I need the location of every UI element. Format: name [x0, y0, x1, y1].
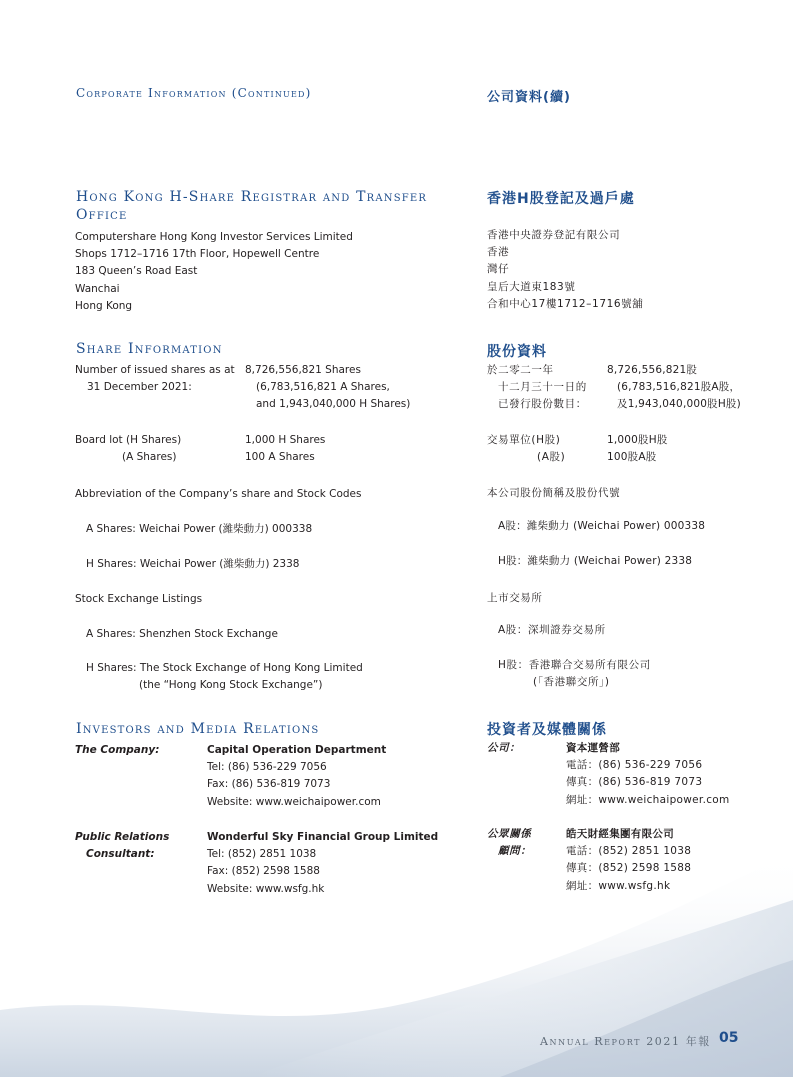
- registrar-line: Shops 1712–1716 17th Floor, Hopewell Centre: [75, 248, 320, 261]
- board-lot-value-en: 1,000 H Shares 100 A Shares: [245, 434, 326, 464]
- registrar-line: Computershare Hong Kong Investor Services Limited: [75, 231, 353, 243]
- board-lot-label-cn: 交易單位(H股) (A股): [487, 434, 566, 464]
- investor-relations-heading-en: Investors and Media Relations: [76, 721, 320, 737]
- registrar-line: 183 Queen’s Road East: [75, 265, 198, 278]
- page-number: 05: [719, 1030, 739, 1046]
- issued-shares-label-en: Number of issued shares as at 31 December 2021:: [75, 364, 235, 394]
- h-share-code-en: H Shares: Weichai Power (濰柴動力) 2338: [86, 558, 300, 570]
- registrar-line: 香港中央證券登記有限公司: [487, 229, 621, 241]
- listings-heading-en: Stock Exchange Listings: [75, 593, 203, 605]
- a-share-code-cn: A股：濰柴動力 (Weichai Power) 000338: [498, 520, 706, 532]
- registrar-heading-en: [76, 188, 427, 224]
- page-title-en: Corporate Information (Continued): [76, 86, 312, 100]
- company-contact-cn: 資本運營部 電話：(86) 536-229 7056 傳真：(86) 536-819 7073 網址：www.weichaipower.com: [566, 742, 730, 806]
- pr-label-en: Public Relations Consultant:: [75, 831, 170, 861]
- a-share-code-en: A Shares: Weichai Power (濰柴動力) 000338: [86, 523, 313, 535]
- issued-shares-label-cn: 於二零二一年 十二月三十一日的 已發行股份數目：: [487, 364, 587, 411]
- share-info-heading-cn: 股份資料: [487, 344, 547, 360]
- h-share-code-cn: H股：濰柴動力 (Weichai Power) 2338: [498, 555, 693, 567]
- h-share-listing-en: H Shares: The Stock Exchange of Hong Kong Limited (the “Hong Kong Stock Exchange”): [86, 662, 363, 692]
- registrar-address-cn: [487, 227, 643, 313]
- pr-contact-cn: 皓天財經集團有限公司 電話：(852) 2851 1038 傳真：(852) 2598 1588 網址：www.wsfg.hk: [566, 828, 692, 892]
- issued-shares-value-en: 8,726,556,821 Shares (6,783,516,821 A Shares, and 1,943,040,000 H Shares): [245, 364, 411, 411]
- board-lot-label-en: Board lot (H Shares) (A Shares): [75, 434, 182, 464]
- registrar-heading-line2: Office: [76, 207, 128, 223]
- registrar-line: 香港: [487, 246, 510, 259]
- registrar-line: 灣仔: [487, 263, 510, 276]
- h-share-listing-cn: H股：香港聯合交易所有限公司 (「香港聯交所」): [498, 659, 651, 689]
- issued-shares-value-cn: 8,726,556,821股 (6,783,516,821股A股， 及1,943,040,000股H股): [607, 364, 741, 411]
- investor-relations-heading-cn: 投資者及媒體關係: [487, 722, 607, 738]
- registrar-heading-line1: Hong Kong H-Share Registrar and Transfer: [76, 189, 428, 205]
- a-share-listing-en: A Shares: Shenzhen Stock Exchange: [86, 628, 278, 640]
- pr-label-cn: 公眾關係 顧問：: [487, 828, 532, 858]
- registrar-line: Wanchai: [75, 282, 120, 295]
- a-share-listing-cn: A股：深圳證券交易所: [498, 624, 606, 636]
- pr-contact-en: Wonderful Sky Financial Group Limited Tel: (852) 2851 1038 Fax: (852) 2598 1588 Website: www.wsfg.hk: [207, 831, 439, 895]
- abbrev-heading-en: Abbreviation of the Company’s share and Stock Codes: [75, 488, 362, 500]
- registrar-line: Hong Kong: [75, 299, 133, 312]
- registrar-line: 合和中心17樓1712–1716號舖: [487, 297, 644, 310]
- company-contact-en: Capital Operation Department Tel: (86) 536-229 7056 Fax: (86) 536-819 7073 Website: www.weichaipower.com: [207, 744, 387, 808]
- registrar-line: 皇后大道東183號: [487, 280, 576, 293]
- registrar-heading-cn: 香港H股登記及過戶處: [487, 191, 635, 207]
- page-title-cn: 公司資料(續): [487, 90, 571, 105]
- board-lot-value-cn: 1,000股H股 100股A股: [607, 434, 668, 464]
- footer-report-title: Annual Report 2021 年報: [540, 1035, 711, 1048]
- registrar-address-en: [75, 229, 353, 315]
- abbrev-heading-cn: 本公司股份簡稱及股份代號: [487, 487, 621, 499]
- listings-heading-cn: 上市交易所: [487, 592, 543, 604]
- company-label-en: The Company:: [75, 744, 160, 756]
- company-label-cn: 公司：: [487, 742, 521, 754]
- share-info-heading-en: Share Information: [76, 341, 223, 357]
